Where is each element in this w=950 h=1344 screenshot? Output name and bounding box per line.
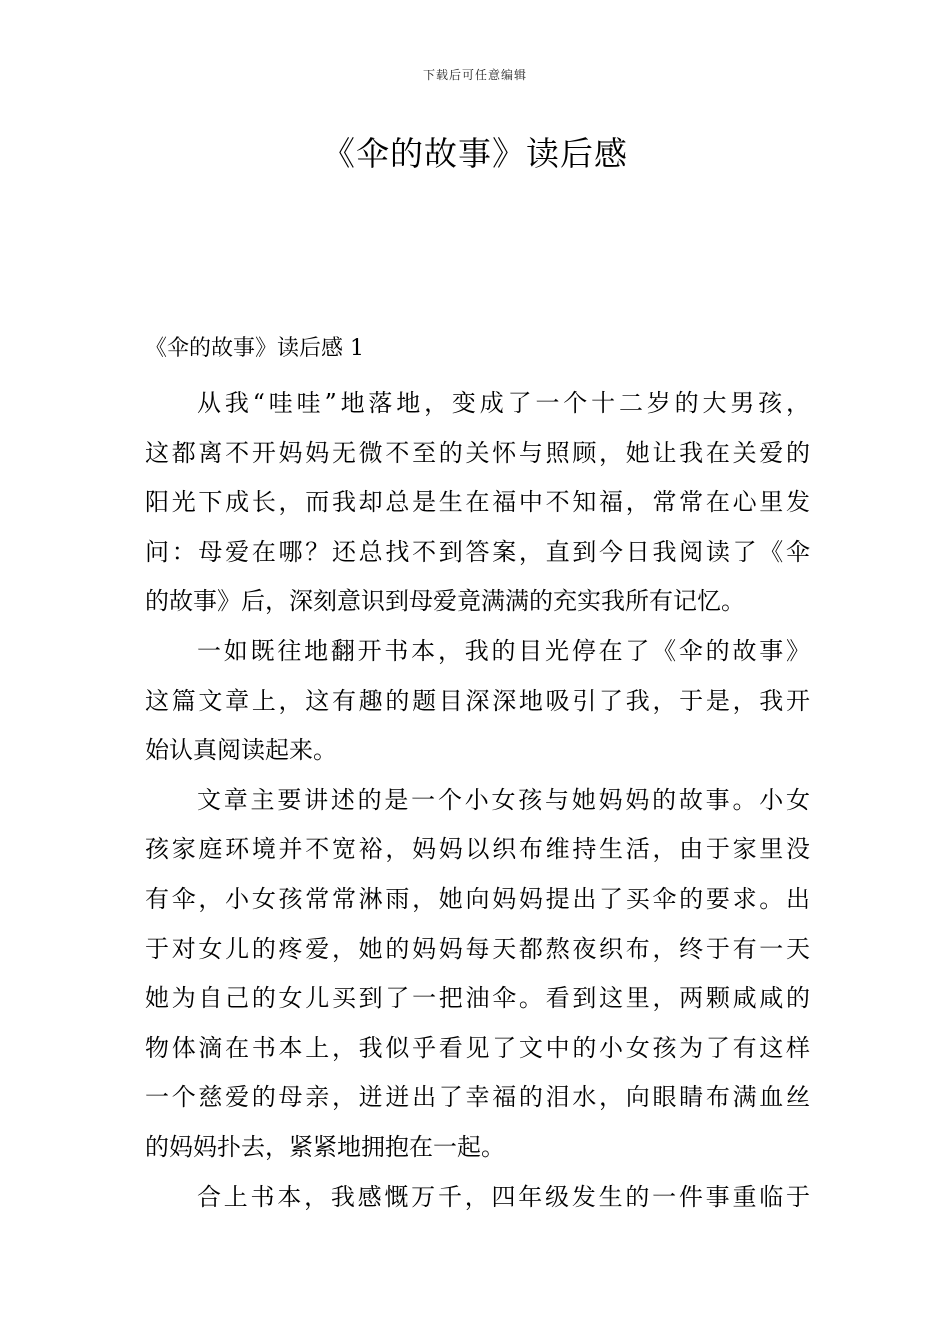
text-line: 一个慈爱的母亲，迸迸出了幸福的泪水，向眼睛布满血丝 — [145, 1083, 810, 1112]
text-line: 从我“哇哇”地落地，变成了一个十二岁的大男孩， — [197, 389, 810, 417]
text-line: 的妈妈扑去，紧紧地拥抱在一起。 — [145, 1132, 505, 1161]
text-line: 的故事》后，深刻意识到母爱竟满满的充实我所有记忆。 — [145, 587, 745, 616]
paragraph — [145, 1173, 810, 1223]
paragraph — [145, 627, 810, 776]
text-line: 合上书本，我感慨万千，四年级发生的一件事重临于 — [197, 1182, 810, 1211]
text-line: 这都离不开妈妈无微不至的关怀与照顾，她让我在关爱的 — [145, 438, 810, 467]
paragraph — [145, 379, 810, 627]
text-line: 问：母爱在哪？还总找不到答案，直到今日我阅读了《伞 — [145, 537, 810, 566]
text-line: 孩家庭环境并不宽裕，妈妈以织布维持生活，由于家里没 — [145, 835, 810, 864]
body-text — [145, 379, 810, 1222]
text-line: 一如既往地翻开书本，我的目光停在了《伞的故事》 — [197, 636, 810, 665]
document-title: 《伞的故事》读后感 — [322, 134, 628, 173]
text-line: 阳光下成长，而我却总是生在福中不知福，常常在心里发 — [145, 488, 810, 517]
text-line: 这篇文章上，这有趣的题目深深地吸引了我，于是，我开 — [145, 686, 810, 715]
text-line: 她为自己的女儿买到了一把油伞。看到这里，两颗咸咸的 — [145, 984, 810, 1013]
header-note: 下载后可任意编辑 — [422, 68, 527, 82]
text-line: 始认真阅读起来。 — [145, 736, 337, 765]
paragraph — [145, 776, 810, 1173]
text-line: 于对女儿的疼爱，她的妈妈每天都熬夜织布，终于有一天 — [145, 934, 810, 963]
section-title: 《伞的故事》读后感 1 — [145, 336, 364, 361]
text-line: 物体滴在书本上，我似乎看见了文中的小女孩为了有这样 — [145, 1033, 810, 1062]
text-line: 文章主要讲述的是一个小女孩与她妈妈的故事。小女 — [197, 785, 810, 814]
text-line: 有伞，小女孩常常淋雨，她向妈妈提出了买伞的要求。出 — [145, 884, 810, 913]
